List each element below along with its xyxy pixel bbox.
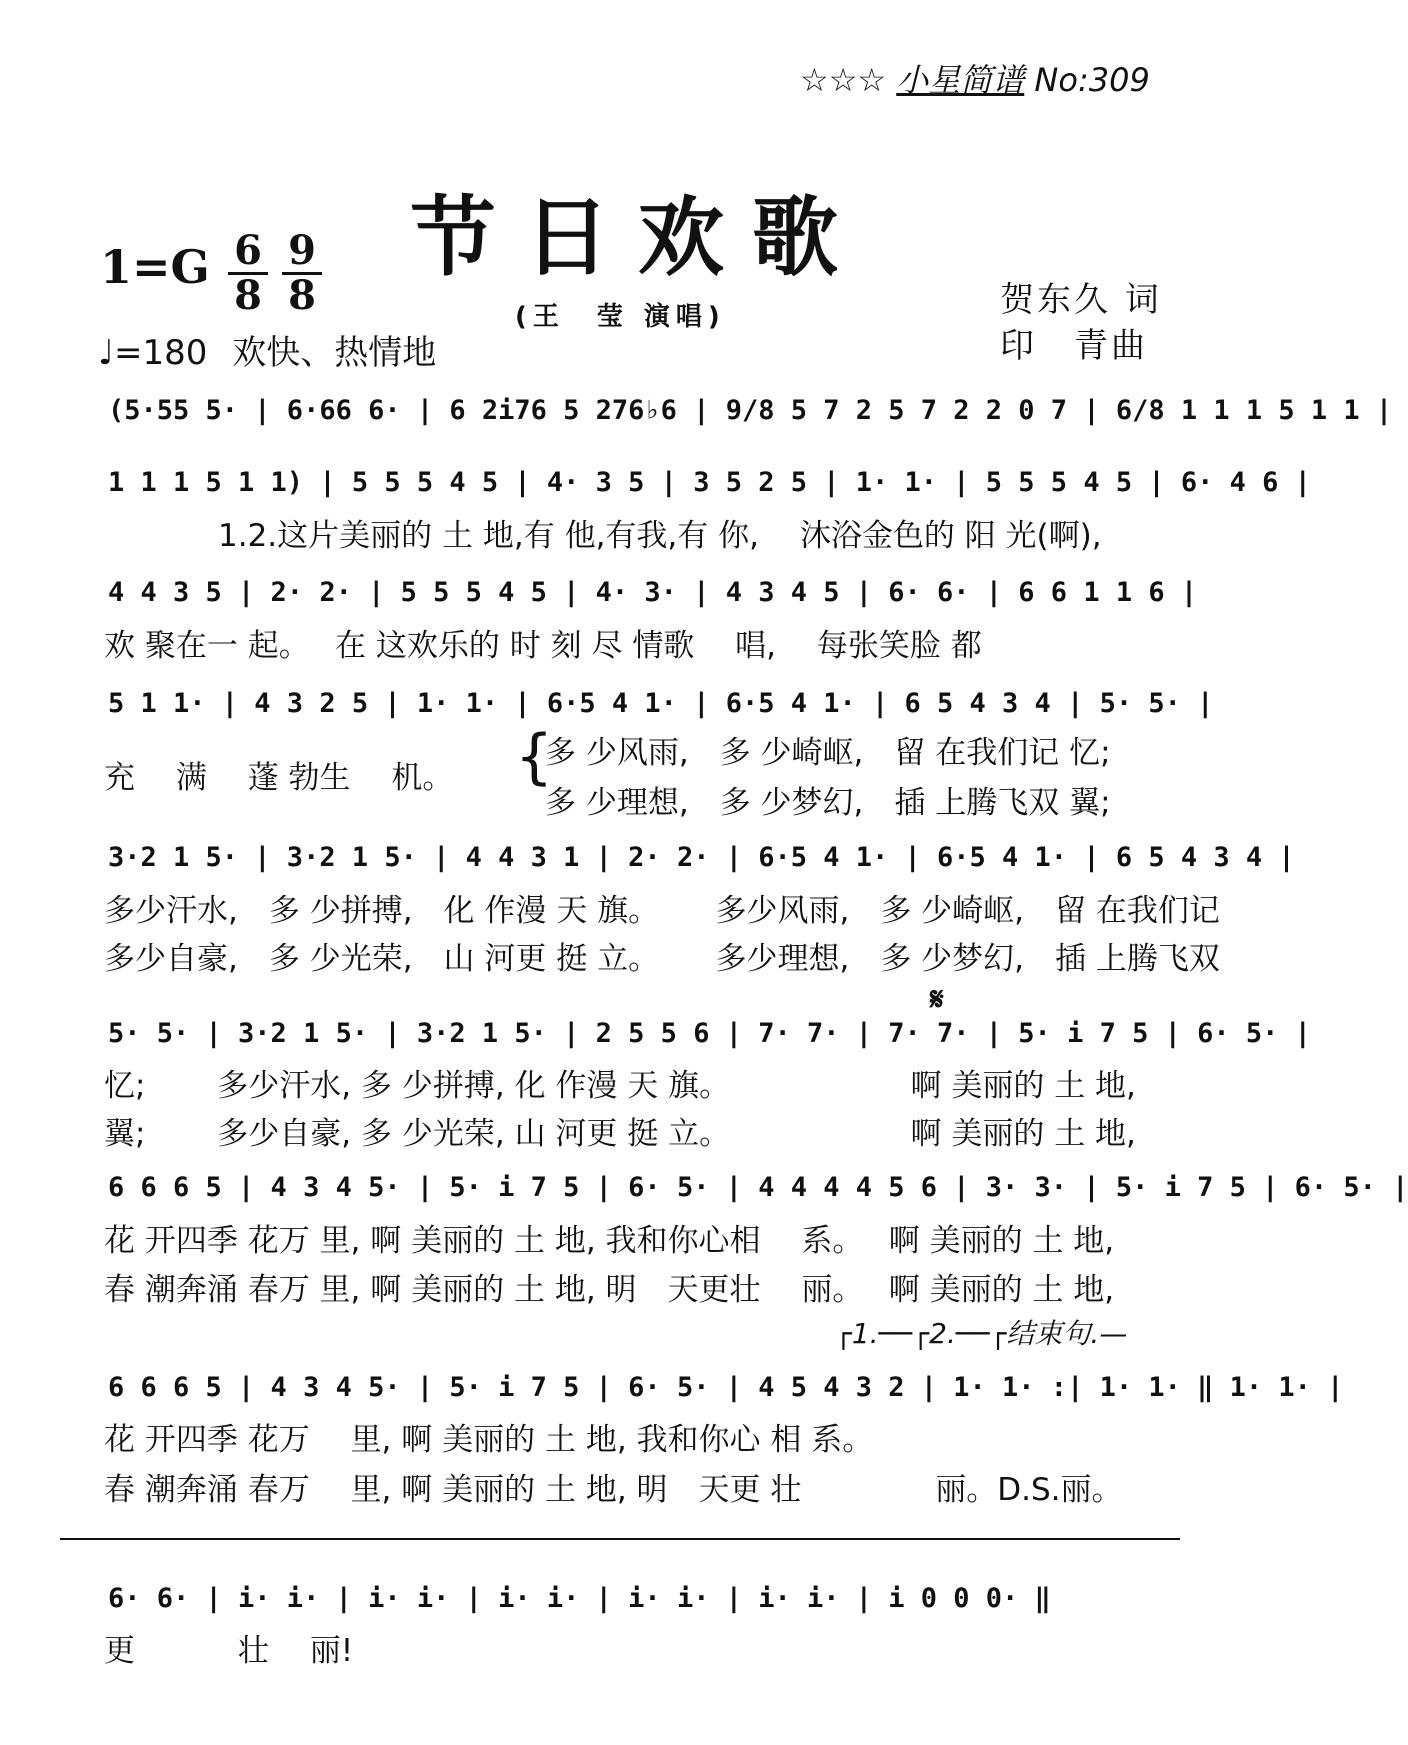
song-title: 节日欢歌 — [410, 187, 866, 288]
notation-line-9: 6· 6· | i· i· | i· i· | i· i· | i· i· | i· i· | i 0 0 0· ‖ — [108, 1583, 1051, 1614]
lyric-line-4-3: 多 少理想, 多 少梦幻, 插 上腾飞双 翼; — [545, 785, 1111, 821]
verse-brace: { — [515, 722, 554, 792]
score-number: No:309 — [1034, 61, 1150, 99]
lyric-line-7-2: 春 潮奔涌 春万 里, 啊 美丽的 土 地, 明 天更壮 丽。 啊 美丽的 土 地, — [104, 1272, 1115, 1308]
lyric-line-6-1: 忆; 多少汗水, 多 少拼搏, 化 作漫 天 旗。 啊 美丽的 土 地, — [104, 1068, 1136, 1104]
time-signature-bottom: 8 — [288, 272, 316, 319]
lyric-line-2-1: 1.2.这片美丽的 土 地,有 他,有我,有 你, 沐浴金色的 阳 光(啊), — [218, 518, 1102, 554]
score-source-badge — [800, 55, 1150, 101]
notation-line-1: (5·55 5· | 6·66 6· | 6 2i76 5 276♭6 | 9/8 5 7 2 5 7 2 2 0 7 | 6/8 1 1 1 5 1 1 | — [108, 395, 1393, 426]
lyric-line-9-1: 更 壮 丽! — [104, 1633, 354, 1669]
lyric-line-8-2: 春 潮奔涌 春万 里, 啊 美丽的 土 地, 明 天更 壮 丽。D.S.丽。 — [104, 1472, 1123, 1508]
expression-marking: 欢快、热情地 — [232, 333, 437, 373]
lyric-line-5-2: 多少自豪, 多 少光荣, 山 河更 挺 立。 多少理想, 多 少梦幻, 插 上腾飞双 — [104, 941, 1220, 977]
segno-sign: 𝄋 — [930, 980, 944, 1018]
lyric-line-8-1: 花 开四季 花万 里, 啊 美丽的 土 地, 我和你心 相 系。 — [104, 1422, 874, 1458]
notation-line-4: 5 1 1· | 4 3 2 5 | 1· 1· | 6·5 4 1· | 6·5 4 1· | 6 5 4 3 4 | 5· 5· | — [108, 688, 1214, 719]
lyricist-credit: 贺东久 词 — [1000, 280, 1162, 320]
tempo-marking — [98, 325, 436, 374]
star-icons: ☆☆☆ — [800, 61, 887, 99]
notation-line-6: 5· 5· | 3·2 1 5· | 3·2 1 5· | 2 5 5 6 | 7· 7· | 7· 7· | 5· i 7 5 | 6· 5· | — [108, 1018, 1311, 1049]
time-signature-bottom: 8 — [234, 272, 262, 319]
source-name: 小星简谱 — [896, 61, 1025, 99]
notation-line-7: 6 6 6 5 | 4 3 4 5· | 5· i 7 5 | 6· 5· | 4 4 4 4 5 6 | 3· 3· | 5· i 7 5 | 6· 5· | — [108, 1172, 1408, 1203]
lyric-line-5-1: 多少汗水, 多 少拼搏, 化 作漫 天 旗。 多少风雨, 多 少崎岖, 留 在我们记 — [104, 893, 1220, 929]
notation-line-2: 1 1 1 5 1 1) | 5 5 5 4 5 | 4· 3 5 | 3 5 2 5 | 1· 1· | 5 5 5 4 5 | 6· 4 6 | — [108, 467, 1311, 498]
coda-separator-line — [60, 1538, 1180, 1540]
notation-line-3: 4 4 3 5 | 2· 2· | 5 5 5 4 5 | 4· 3· | 4 3 4 5 | 6· 6· | 6 6 1 1 6 | — [108, 577, 1198, 608]
lyric-line-6-2: 翼; 多少自豪, 多 少光荣, 山 河更 挺 立。 啊 美丽的 土 地, — [104, 1116, 1136, 1152]
time-signature-6-8 — [228, 227, 268, 319]
tempo-value: ♩=180 — [98, 333, 208, 373]
time-signature-9-8 — [282, 227, 322, 319]
time-signature-top: 6 — [234, 227, 262, 274]
key-signature: 1=G — [100, 240, 210, 294]
notation-line-8: 6 6 6 5 | 4 3 4 5· | 5· i 7 5 | 6· 5· | 4 5 4 3 2 | 1· 1· :| 1· 1· ‖ 1· 1· | — [108, 1372, 1344, 1403]
lyric-line-3-1: 欢 聚在一 起。 在 这欢乐的 时 刻 尽 情歌 唱, 每张笑脸 都 — [104, 628, 982, 664]
volta-brackets: ┌1.──┌2.──┌结束句.— — [835, 1317, 1128, 1350]
performer-line: (王 莹 演唱) — [515, 302, 726, 332]
lyric-line-4-2: 多 少风雨, 多 少崎岖, 留 在我们记 忆; — [545, 735, 1111, 771]
lyric-line-7-1: 花 开四季 花万 里, 啊 美丽的 土 地, 我和你心相 系。 啊 美丽的 土 地, — [104, 1223, 1115, 1259]
time-signature-top: 9 — [288, 227, 316, 274]
composer-credit: 印 青曲 — [1000, 326, 1148, 366]
lyric-line-4-1: 充 满 蓬 勃生 机。 — [104, 760, 454, 796]
notation-line-5: 3·2 1 5· | 3·2 1 5· | 4 4 3 1 | 2· 2· | 6·5 4 1· | 6·5 4 1· | 6 5 4 3 4 | — [108, 842, 1295, 873]
